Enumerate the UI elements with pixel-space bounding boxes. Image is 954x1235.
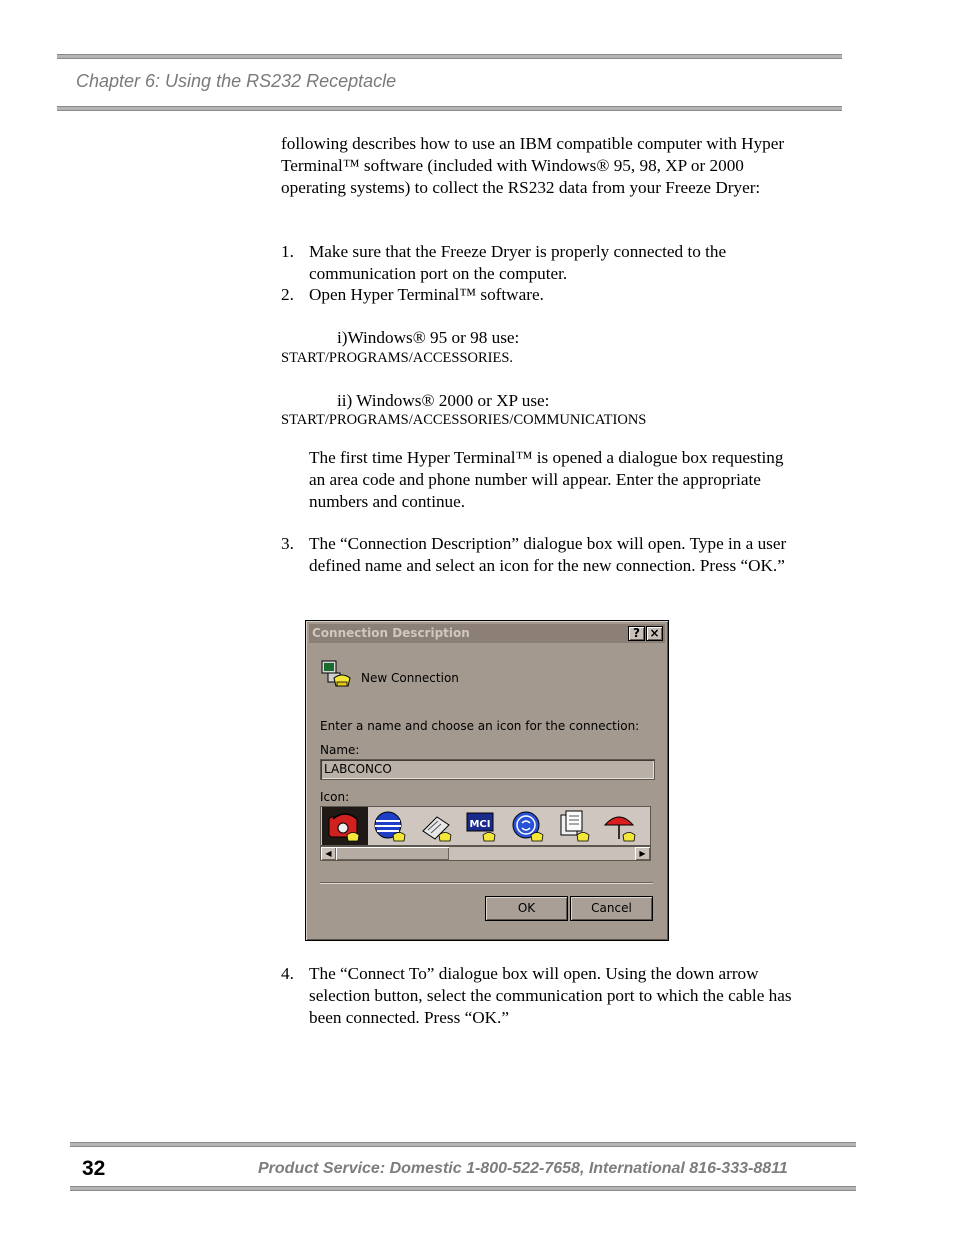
icon-label: Icon: bbox=[320, 790, 350, 804]
new-connection-icon bbox=[320, 658, 354, 692]
step-number: 3. bbox=[281, 534, 294, 553]
first-time-paragraph: The first time Hyper Terminal™ is opened a dialogue box requesting an area code and phone number will appear. Enter the appropriate numbers and continue. bbox=[309, 448, 784, 511]
instruction-text: Enter a name and choose an icon for the connection: bbox=[320, 719, 640, 733]
page-number: 32 bbox=[82, 1157, 106, 1180]
icon-scrollbar[interactable] bbox=[320, 846, 651, 861]
step-text: Make sure that the Freeze Dryer is properly connected to the communication port on the computer. bbox=[309, 242, 727, 283]
intro-paragraph: following describes how to use an IBM compatible computer with Hyper Terminal™ software (included with Windows® 95, 98, XP or 2000 operating systems) to collect the RS232 data from your Freeze Dryer: bbox=[281, 134, 785, 197]
mci-logo-text: MCI bbox=[469, 819, 491, 830]
step-number: 1. bbox=[281, 242, 294, 261]
chapter-title: Chapter 6: Using the RS232 Receptacle bbox=[76, 71, 397, 91]
step-number: 4. bbox=[281, 964, 294, 983]
dialog-title: Connection Description bbox=[312, 626, 470, 640]
icon-list[interactable] bbox=[320, 806, 651, 846]
scroll-right-arrow-icon[interactable]: ▶ bbox=[635, 847, 650, 860]
scroll-left-arrow-icon[interactable]: ◀ bbox=[321, 847, 336, 860]
windows-95-98-label: i)Windows® 95 or 98 use: bbox=[337, 328, 520, 347]
footer-rule-bottom bbox=[70, 1186, 856, 1191]
step-text: The “Connection Description” dialogue box will open. Type in a user defined name and select an icon for the new connection. Press “OK.” bbox=[309, 534, 787, 575]
globe-phone-icon[interactable] bbox=[368, 807, 414, 846]
connection-description-dialog bbox=[305, 620, 669, 941]
step-text: Open Hyper Terminal™ software. bbox=[309, 285, 544, 304]
header-rule-top bbox=[57, 54, 842, 59]
ge-phone-icon[interactable] bbox=[506, 807, 552, 846]
help-button[interactable]: ? bbox=[628, 626, 645, 641]
step-number: 2. bbox=[281, 285, 294, 304]
product-service-text: Product Service: Domestic 1-800-522-7658, International 816-333-8811 bbox=[258, 1160, 788, 1177]
windows-95-98-path: START/PROGRAMS/ACCESSORIES. bbox=[281, 350, 514, 366]
documents-phone-icon[interactable] bbox=[552, 807, 598, 846]
mci-phone-icon[interactable] bbox=[460, 807, 506, 846]
footer-rule-top bbox=[70, 1142, 856, 1147]
name-input[interactable]: LABCONCO bbox=[320, 759, 655, 780]
scroll-thumb[interactable] bbox=[336, 847, 449, 860]
name-label: Name: bbox=[320, 743, 360, 757]
step-text: The “Connect To” dialogue box will open. Using the down arrow selection button, select the communication port to which the cable has been connected. Press “OK.” bbox=[309, 964, 792, 1027]
dialog-titlebar[interactable] bbox=[309, 624, 665, 643]
umbrella-phone-icon[interactable] bbox=[598, 807, 644, 846]
close-button[interactable]: × bbox=[646, 626, 663, 641]
windows-2000-xp-label: ii) Windows® 2000 or XP use: bbox=[337, 391, 550, 410]
dialog-separator bbox=[320, 882, 653, 884]
new-connection-label: New Connection bbox=[361, 671, 459, 685]
red-phone-icon[interactable] bbox=[322, 807, 368, 846]
header-rule-bottom bbox=[57, 106, 842, 111]
fax-phone-icon[interactable] bbox=[414, 807, 460, 846]
cancel-button[interactable]: Cancel bbox=[570, 896, 653, 921]
windows-2000-xp-path: START/PROGRAMS/ACCESSORIES/COMMUNICATIONS bbox=[281, 412, 647, 428]
ok-button[interactable]: OK bbox=[485, 896, 568, 921]
